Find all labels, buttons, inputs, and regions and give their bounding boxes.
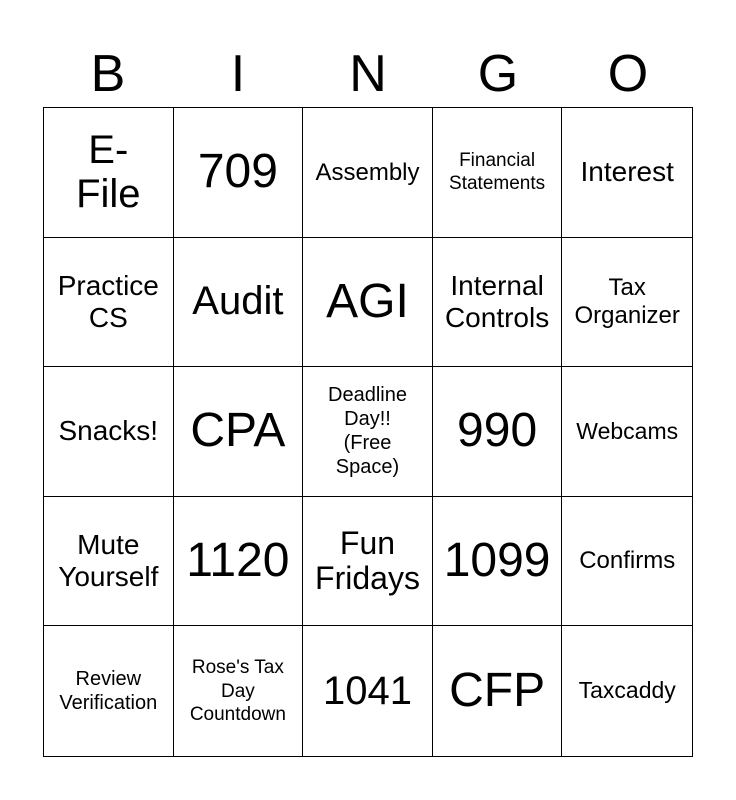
cell-label: Tax Organizer [574,274,680,329]
bingo-cell-r4-c4[interactable] [433,497,563,627]
cell-label: 990 [457,404,538,458]
bingo-board [43,107,693,757]
bingo-cell-r4-c2[interactable] [174,497,304,627]
cell-label: Rose's Tax Day Countdown [189,657,286,725]
bingo-cell-r5-c4[interactable] [433,626,563,756]
bingo-cell-r2-c5[interactable] [562,238,692,368]
cell-label: Financial Statements [449,150,546,195]
bingo-cell-r5-c2[interactable] [174,626,304,756]
bingo-cell-r4-c1[interactable] [44,497,174,627]
bingo-cell-r2-c2[interactable] [174,238,304,368]
cell-label: Audit [192,279,284,324]
bingo-cell-r5-c1[interactable] [44,626,174,756]
bingo-cell-r2-c4[interactable] [433,238,563,368]
cell-label: Internal Controls [444,269,550,333]
cell-label: 1099 [443,534,551,588]
cell-label: CFP [449,664,546,718]
bingo-cell-r1-c3[interactable] [303,108,433,238]
bingo-cell-r1-c1[interactable] [44,108,174,238]
bingo-cell-r3-c5[interactable] [562,367,692,497]
header-letter-i: I [230,45,246,103]
cell-label: Taxcaddy [578,677,676,704]
header-letter-n: N [349,45,387,103]
header-letter-b: B [90,45,126,103]
bingo-cell-r1-c2[interactable] [174,108,304,238]
cell-label: Snacks! [58,415,159,447]
bingo-cell-r3-c1[interactable] [44,367,174,497]
bingo-cell-r2-c1[interactable] [44,238,174,368]
bingo-cell-r1-c5[interactable] [562,108,692,238]
bingo-cell-r3-c2[interactable] [174,367,304,497]
cell-label: Review Verification [59,668,158,715]
cell-label: Interest [580,156,674,188]
cell-label: E- File [76,127,141,217]
cell-label: 709 [197,145,278,199]
cell-label: Fun Fridays [315,524,420,597]
bingo-cell-r5-c3[interactable] [303,626,433,756]
bingo-cell-r1-c4[interactable] [433,108,563,238]
bingo-cell-r5-c5[interactable] [562,626,692,756]
cell-label: Practice CS [57,269,159,333]
cell-label: Webcams [576,417,679,444]
cell-label: AGI [326,274,409,328]
header-letter-g: G [477,45,519,103]
bingo-cell-r4-c3[interactable] [303,497,433,627]
cell-label: Deadline Day!! (Free Space) [328,384,407,479]
bingo-header [43,40,693,108]
header-letter-o: O [607,45,649,103]
cell-label: Assembly [315,158,420,186]
bingo-cell-r3-c4[interactable] [433,367,563,497]
cell-label: 1120 [186,534,290,588]
cell-label: Mute Yourself [58,528,159,593]
bingo-cell-r2-c3[interactable] [303,238,433,368]
bingo-cell-r4-c5[interactable] [562,497,692,627]
cell-label: Confirms [579,547,676,575]
bingo-cell-free-space[interactable] [303,367,433,497]
cell-label: CPA [190,404,286,458]
cell-label: 1041 [323,668,412,713]
